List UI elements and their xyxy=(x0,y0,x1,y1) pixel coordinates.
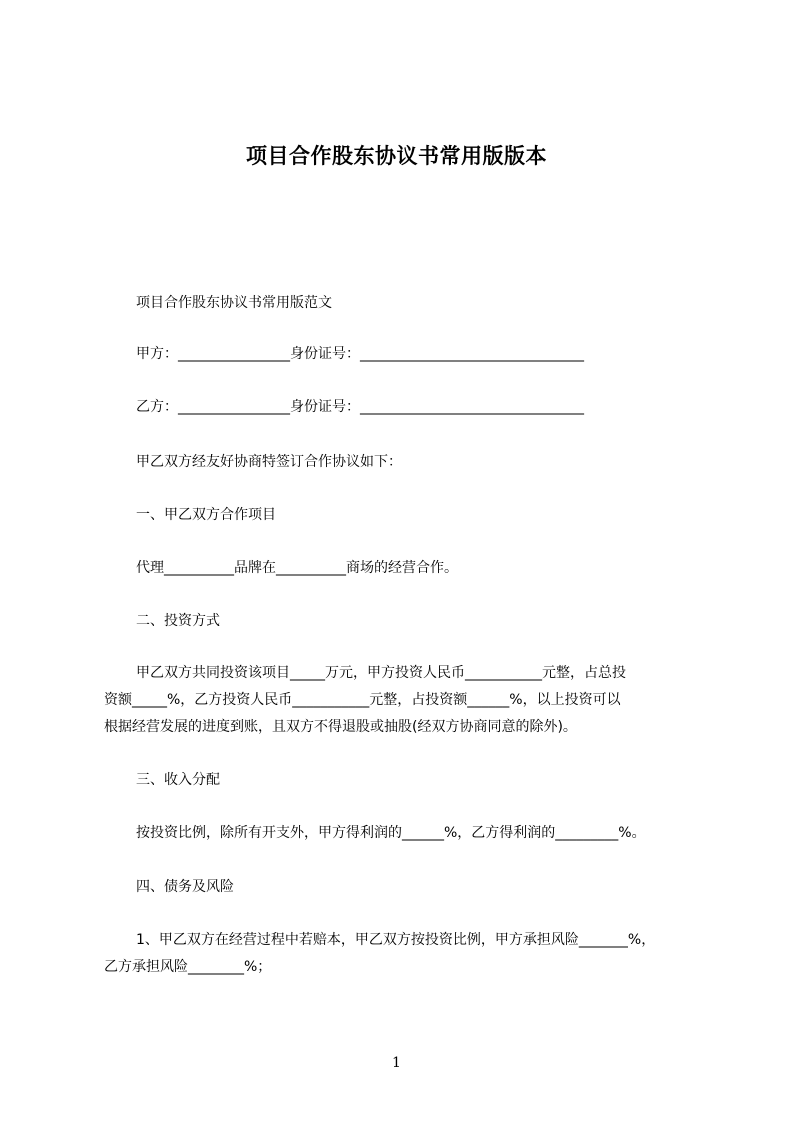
section1-heading: 一、甲乙双方合作项目 xyxy=(136,507,276,523)
section3-heading: 三、收入分配 xyxy=(136,772,220,788)
document-subtitle: 项目合作股东协议书常用版范文 xyxy=(136,295,332,311)
page-number: 1 xyxy=(392,1055,401,1071)
section4-body xyxy=(104,927,704,981)
section4-line-1: 1、甲乙双方在经营过程中若赔本，甲乙双方按投资比例，甲方承担风险_______%， xyxy=(136,932,656,948)
section4-heading: 四、债务及风险 xyxy=(136,879,234,895)
section2-line-1: 甲乙双方共同投资该项目_____万元，甲方投资人民币___________元整，占总投 xyxy=(136,665,626,681)
section4-line-2: 乙方承担风险________%； xyxy=(104,959,272,975)
party-a-line: 甲方：________________身份证号：________________________________ xyxy=(136,346,584,362)
document-title: 项目合作股东协议书常用版版本 xyxy=(246,144,547,168)
section2-line-3: 根据经营发展的进度到账，且双方不得退股或抽股(经双方协商同意的除外)。 xyxy=(104,719,577,735)
section1-body: 代理__________品牌在__________商场的经营合作。 xyxy=(136,560,458,576)
section2-body xyxy=(104,660,704,741)
section3-body: 按投资比例，除所有开支外，甲方得利润的______%，乙方得利润的_________%。 xyxy=(136,825,646,841)
section2-heading: 二、投资方式 xyxy=(136,613,220,629)
party-b-line: 乙方：________________身份证号：________________________________ xyxy=(136,399,584,415)
section2-line-2: 资额_____%，乙方投资人民币___________元整，占投资额______%，以上投资可以 xyxy=(104,692,621,708)
intro-text: 甲乙双方经友好协商特签订合作协议如下： xyxy=(136,454,402,470)
